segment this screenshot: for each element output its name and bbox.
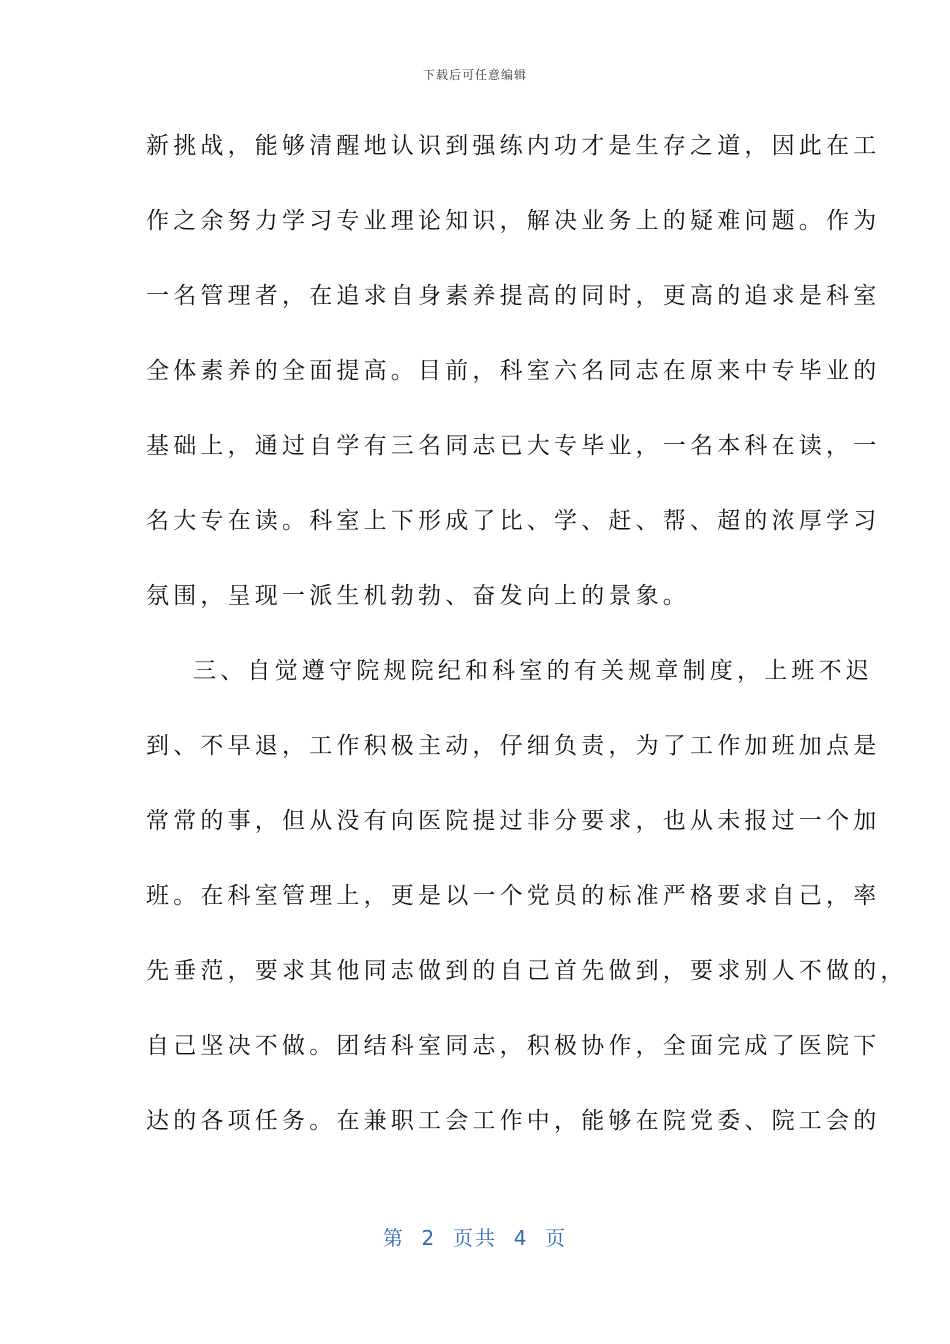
paragraph-line: 新挑战，能够清醒地认识到强练内功才是生存之道，因此在工 [146,133,881,159]
paragraph-line: 自己坚决不做。团结科室同志，积极协作，全面完成了医院下 [146,1033,881,1059]
paragraph-line: 作之余努力学习专业理论知识，解决业务上的疑难问题。作为 [146,208,881,234]
header-note: 下载后可任意编辑 [422,68,527,82]
page-footer [0,1222,950,1251]
paragraph-line: 三、自觉遵守院规院纪和科室的有关规章制度，上班不迟 [193,658,873,684]
paragraph-line: 常常的事，但从没有向医院提过非分要求，也从未报过一个加 [146,808,881,834]
page-number-label: 第 2 页共 4 页 [382,1226,568,1250]
paragraph-line: 到、不早退，工作积极主动，仔细负责，为了工作加班加点是 [146,733,881,759]
paragraph-line: 班。在科室管理上，更是以一个党员的标准严格要求自己，率 [146,883,881,909]
paragraph-line: 名大专在读。科室上下形成了比、学、赶、帮、超的浓厚学习 [146,508,881,534]
paragraph-line: 全体素养的全面提高。目前，科室六名同志在原来中专毕业的 [146,358,881,384]
paragraph-line: 达的各项任务。在兼职工会工作中，能够在院党委、院工会的 [146,1108,881,1134]
paragraph-line: 一名管理者，在追求自身素养提高的同时，更高的追求是科室 [146,283,881,309]
paragraph-line: 先垂范，要求其他同志做到的自己首先做到，要求别人不做的， [146,958,908,984]
paragraph-line: 氛围，呈现一派生机勃勃、奋发向上的景象。 [146,583,690,609]
paragraph-line: 基础上，通过自学有三名同志已大专毕业，一名本科在读，一 [146,433,881,459]
body-text [146,124,908,1174]
